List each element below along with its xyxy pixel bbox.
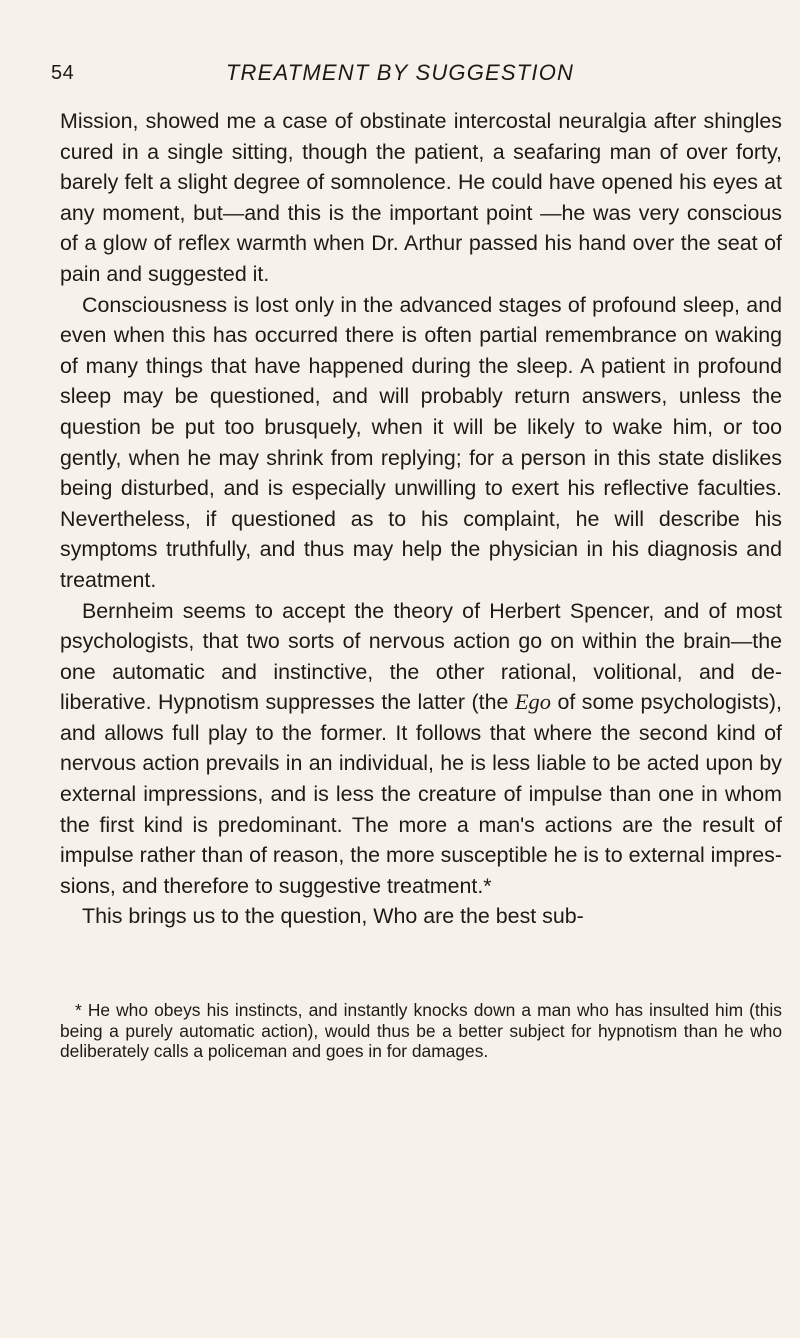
running-title: TREATMENT BY SUGGESTION — [225, 60, 575, 85]
ego-term: Ego — [514, 689, 552, 715]
paragraph-2: Consciousness is lost only in the advanced stages of profound sleep, and even when this has occurred there is often partial remembrance on waking of many things that have happened during the sleep. A patient in profound sleep may be questioned, and will probably return answers, unless the question be put too brusquely, when it will be likely to wake him, or too gently, when he may shrink from replying; for a person in this state dislikes being disturbed, and is especially unwilling to exert his reflective faculties. Nevertheless, if questioned as to his complaint, he will describe his symptoms truthfully, and thus may help the physician in his diagnosis and treatment. — [60, 292, 782, 592]
paragraph-1: Mission, showed me a case of obstinate intercostal neuralgia after shingles cured in a single sitting, though the patient, a seafaring man of over forty, barely felt a slight degree of somnolence. He could have opened his eyes at any moment, but—and this is the important point —he was very conscious of a glow of reflex warmth when Dr. Arthur passed his hand over the seat of pain and suggested it. — [60, 109, 782, 286]
paragraph-3 — [60, 596, 782, 902]
footnote — [60, 1000, 782, 1062]
page-number: 54 — [51, 62, 75, 84]
body-text — [60, 106, 782, 932]
paragraph-3-part-1: Bernheim seems to accept the theory of Herbert Spencer, and of most psychologists, that two sorts of nervous action go on within the brain—the one automatic and instinctive, the other rational, volitional, and de- liberative. Hypnotism suppresses the latter (the — [60, 598, 782, 715]
footnote-text: * He who obeys his instincts, and instantly knocks down a man who has insulted him (this being a purely automatic action), would thus be a better subject for hypnotism than he who deliberately calls a policeman and goes in for damages. — [60, 1000, 782, 1061]
paragraph-4: This brings us to the question, Who are the best sub- — [82, 904, 584, 929]
page-header — [0, 56, 800, 90]
paragraph-3-part-2: of some psychologists), and allows full play to the former. It follows that where the second kind of nervous action prevails in an individual, he is less liable to be acted upon by external impressions, and is less the creature of impulse than one in whom the first kind is predominant. The more a man's actions are the result of impulse rather than of reason, the more susceptible he is to external impres- sions, and therefore to suggestive treatment.* — [60, 690, 782, 898]
